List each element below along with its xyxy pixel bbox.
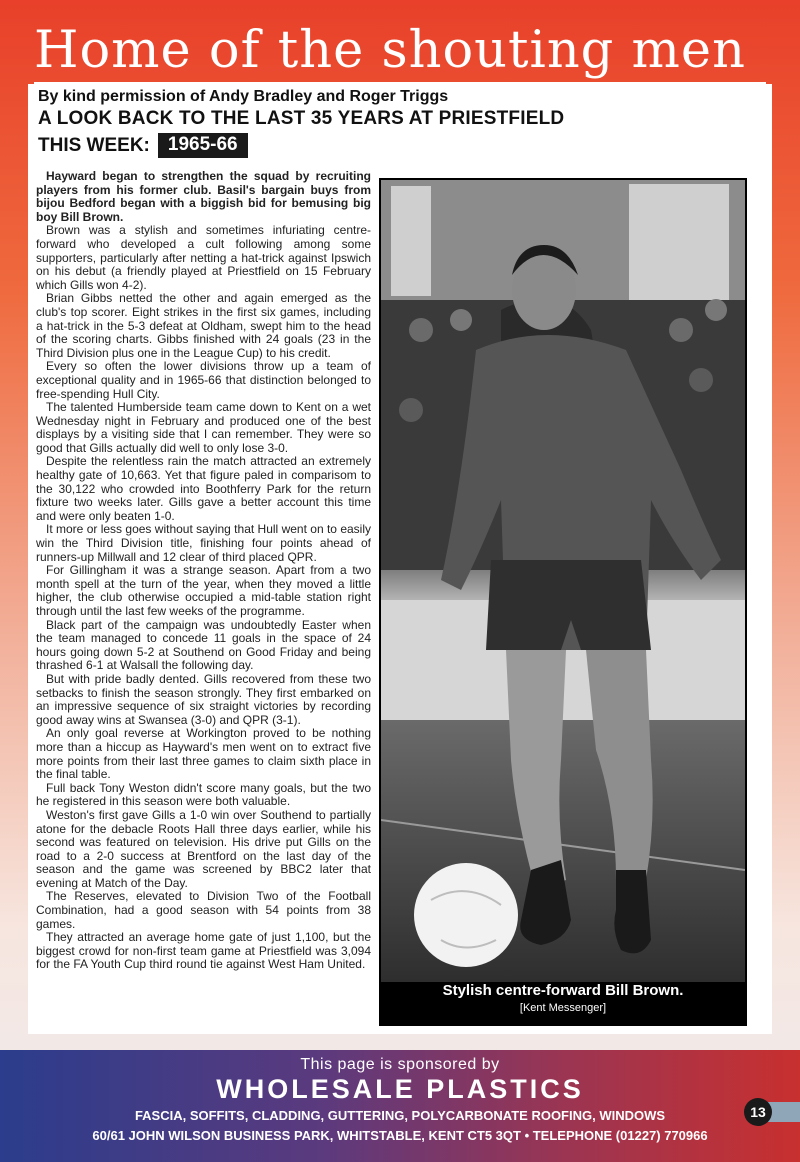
page-title: Home of the shouting men <box>34 21 746 80</box>
article-paragraph: The talented Humberside team came down to Kent on a wet Wednesday night in February and produced one of the best displays by a visiting side that I can remember. They were so good that Gills actually did well to only lose 3-0. <box>36 400 371 455</box>
sponsor-services: FASCIA, SOFFITS, CLADDING, GUTTERING, POLYCARBONATE ROOFING, WINDOWS <box>134 1108 666 1123</box>
article-paragraph: The Reserves, elevated to Division Two of the Football Combination, had a good season with 54 points from 38 games. <box>36 889 371 931</box>
player-photo-illustration <box>381 180 745 982</box>
page-number-tab <box>768 1102 800 1122</box>
article-paragraph: Every so often the lower divisions throw up a team of exceptional quality and in 1965-66 that distinction belonged to free-spending Hull City. <box>36 359 371 401</box>
sponsor-intro: This page is sponsored by <box>300 1056 500 1073</box>
article-body <box>36 170 371 1030</box>
this-week-line <box>38 133 248 158</box>
article-paragraph: Hayward began to strengthen the squad by recruiting players from his former club. Basil's bargain buys from bijou Bedford began with a biggish bid for bemusing big boy Bill Brown. <box>36 169 371 224</box>
photo-credit: [Kent Messenger] <box>519 1002 607 1014</box>
page-number: 13 <box>744 1098 772 1126</box>
article-paragraph: It more or less goes without saying that Hull went on to easily win the Third Division title, finishing four points ahead of runners-up Millwall and 12 clear of third placed QPR. <box>36 522 371 564</box>
player-photo <box>379 178 747 1026</box>
article-paragraph: Despite the relentless rain the match attracted an extremely healthy gate of 10,663. Yet that figure paled in comparisom to the 30,122 who crowded into Boothferry Park for the return fixture two weeks later. Gills gave a better account this time and were only beaten 1-0. <box>36 454 371 523</box>
caption-text: Stylish centre-forward Bill Brown. <box>442 982 684 999</box>
article-paragraph: They attracted an average home gate of just 1,100, but the biggest crowd for non-first team game at Priestfield was 3,094 for the FA Youth Cup third round tie against West Ham United. <box>36 930 371 972</box>
season-badge: 1965-66 <box>158 133 248 158</box>
this-week-label: THIS WEEK: <box>38 134 150 156</box>
article-paragraph: But with pride badly dented. Gills recovered from these two setbacks to finish the season strongly. They first embarked on an impressive sequence of six straight victories by recording good away wins at Swansea (3-0) and QPR (3-1). <box>36 671 371 727</box>
article-paragraph: Brown was a stylish and sometimes infuriating centre-forward who developed a cult following among some supporters, particularly after netting a hat-trick against Ipswich on his debut (a friendly played at Priestfield on 15 February which Gills won 4-2). <box>36 223 371 292</box>
article-paragraph: Weston's first gave Gills a 1-0 win over Southend to partially atone for the debacle Roots Hall three days earlier, while his second was featured on television. His drive put Gills on the road to a 2-0 success at Brentford on the last day of the season and the game was screened by BBC2 later that evening at Match of the Day. <box>36 807 371 890</box>
photo-caption <box>381 982 745 1014</box>
sponsor-name: WHOLESALE PLASTICS <box>216 1074 584 1104</box>
article-paragraph: Black part of the campaign was undoubtedly Easter when the team managed to concede 11 goals in the space of 24 hours going down 5-2 at Southend on Good Friday and being thrashed 6-1 at Walsall the following day. <box>36 617 371 673</box>
subheading: A LOOK BACK TO THE LAST 35 YEARS AT PRIESTFIELD <box>38 108 565 129</box>
article-paragraph: For Gillingham it was a strange season. Apart from a two month spell at the turn of the year, when they moved a little higher, the club otherwise occupied a mid-table station right through until the last few weeks of the programme. <box>36 563 371 618</box>
article-paragraph: Brian Gibbs netted the other and again emerged as the club's top scorer. Eight strikes in the first six games, including a hat-trick in the 5-3 defeat at Oldham, swept him to the head of the scoring charts. Gibbs finished with 24 goals (23 in the Third Division plus one in the League Cup) to his credit. <box>36 291 371 360</box>
credit-line: By kind permission of Andy Bradley and Roger Triggs <box>38 88 449 105</box>
sponsor-address: 60/61 JOHN WILSON BUSINESS PARK, WHITSTABLE, KENT CT5 3QT • TELEPHONE (01227) 770966 <box>92 1128 708 1143</box>
article-paragraph: Full back Tony Weston didn't score many goals, but the two he registered in this season were both valuable. <box>36 780 371 809</box>
article-paragraph: An only goal reverse at Workington proved to be nothing more than a hiccup as Hayward's men went on to extract five more points from their last three games to claim sixth place in the final table. <box>36 726 371 782</box>
